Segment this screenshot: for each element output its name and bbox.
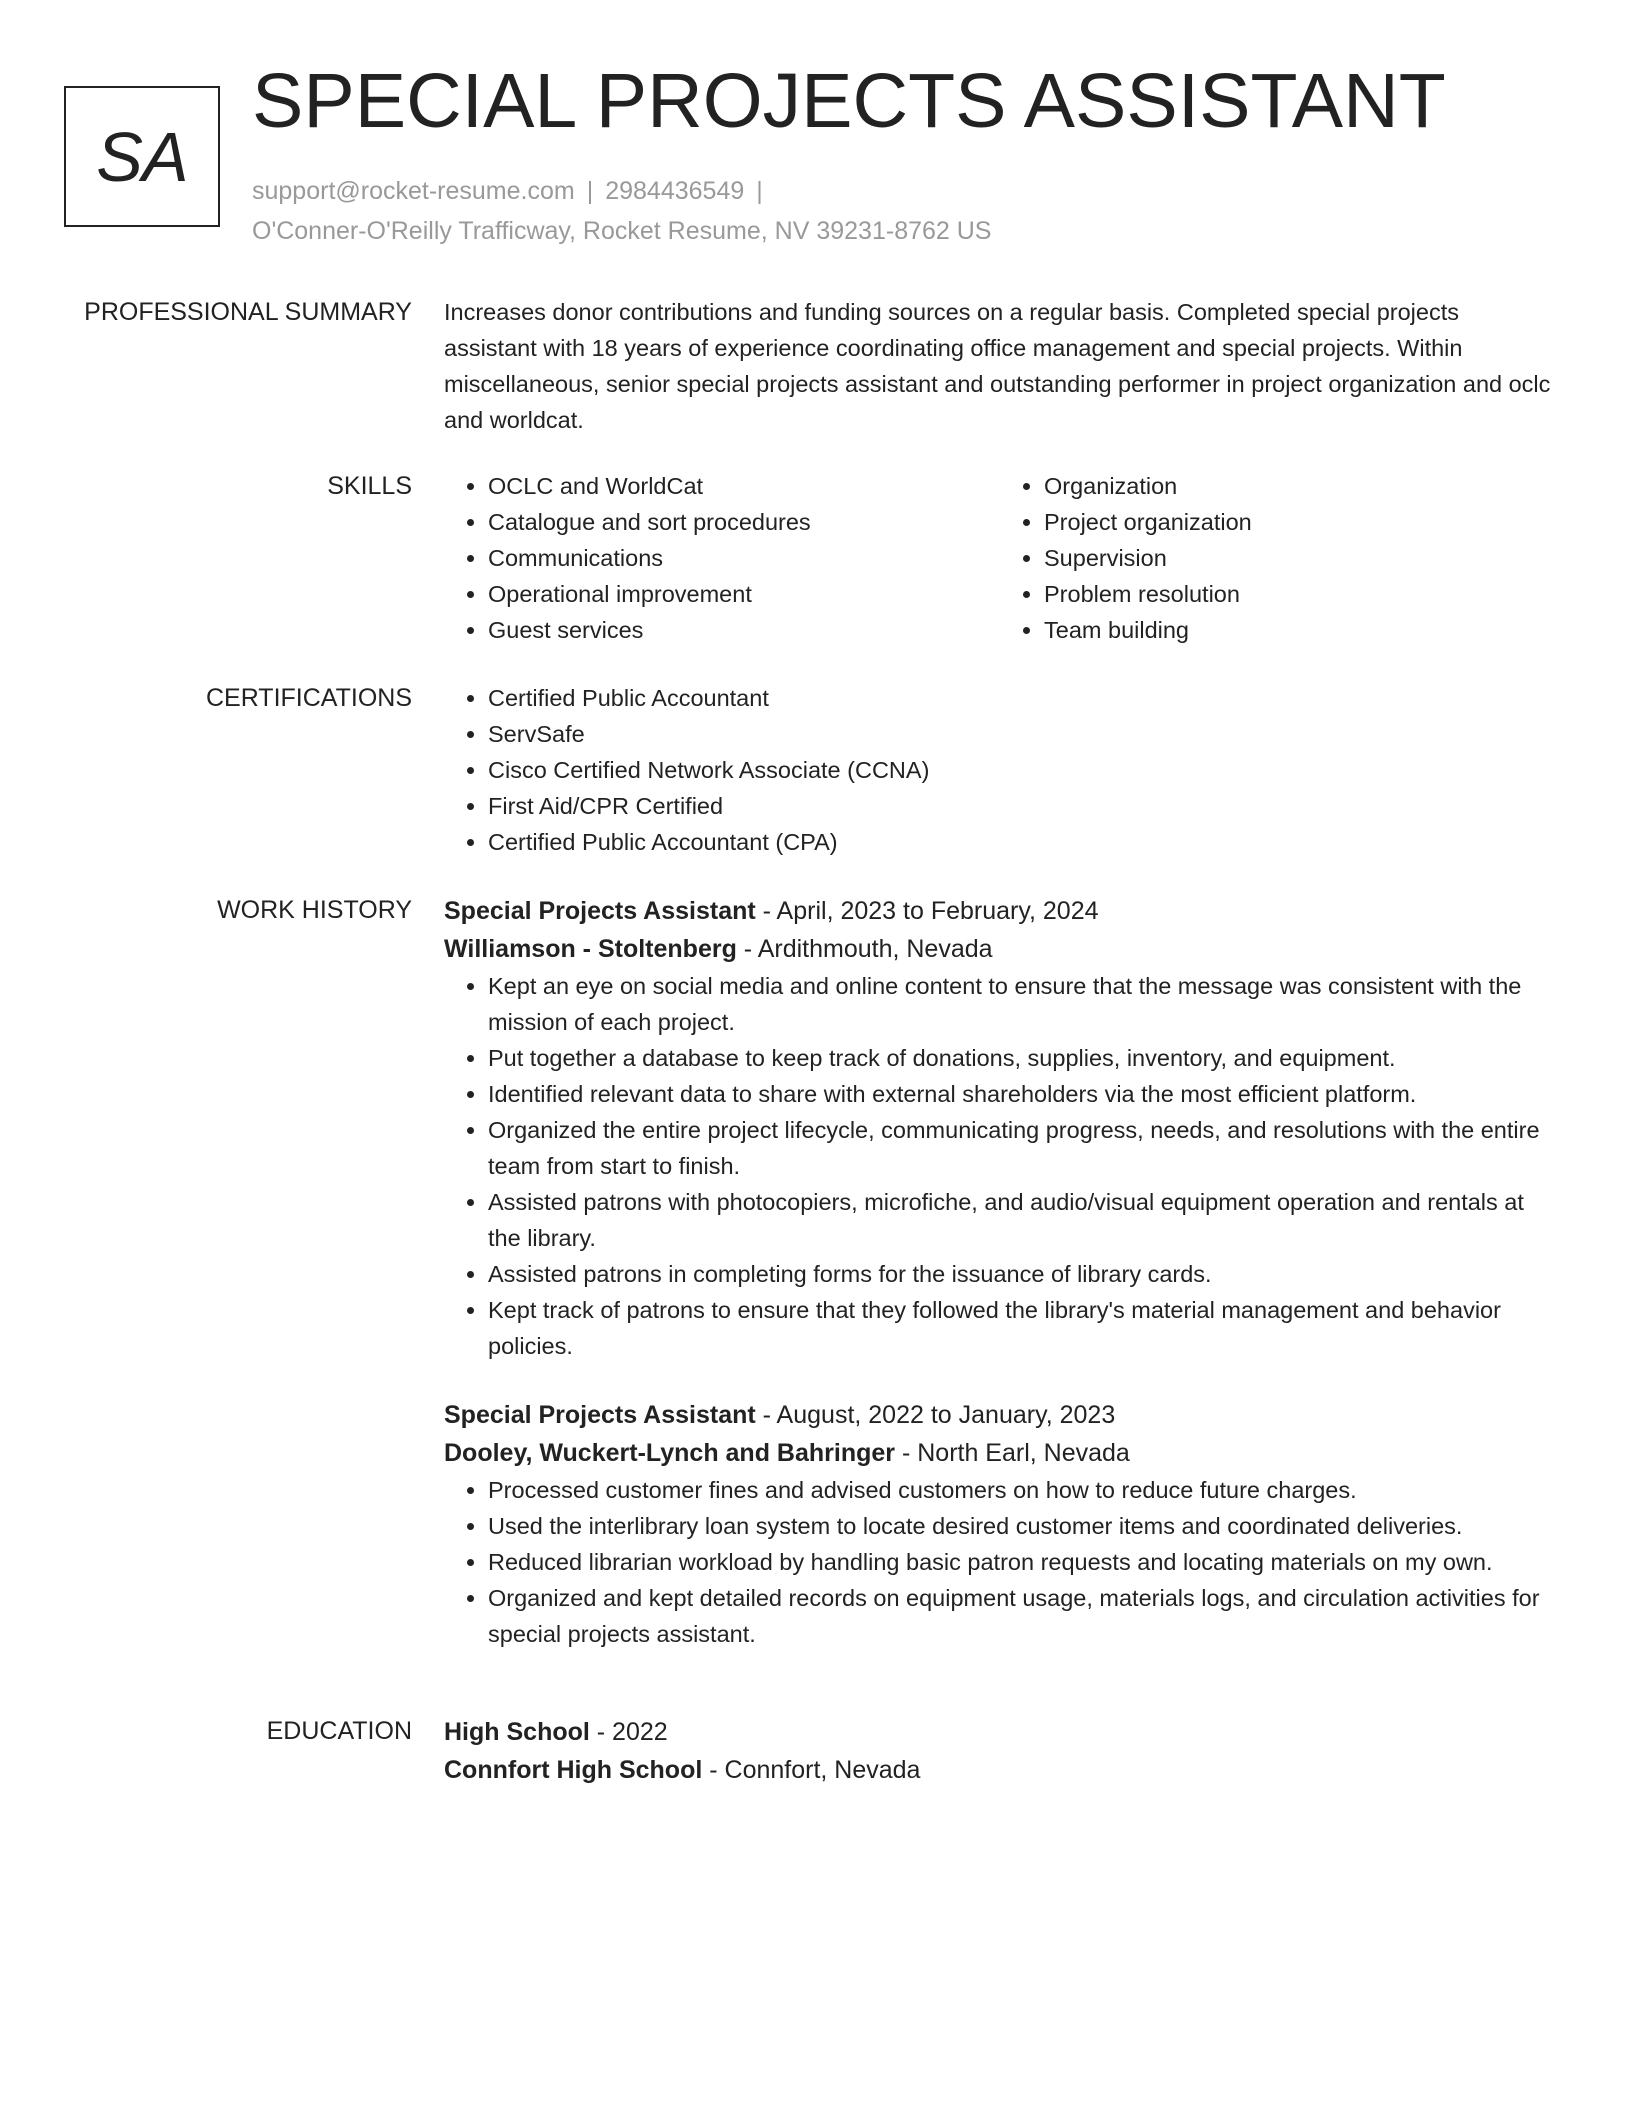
contact-email: support@rocket-resume.com	[252, 177, 575, 205]
skill-item: • Organization	[1044, 468, 1556, 504]
section-label-education: EDUCATION	[266, 1717, 412, 1745]
certifications-body	[444, 680, 1556, 860]
education-degree-line	[444, 1713, 1556, 1751]
job-title: Special Projects Assistant	[444, 897, 756, 925]
job-company: Williamson - Stoltenberg	[444, 935, 737, 963]
job-title-line	[444, 1396, 1556, 1434]
skill-item: • Supervision	[1044, 540, 1556, 576]
certification-item: • Certified Public Accountant (CPA)	[488, 824, 1556, 860]
contact-separator: |	[756, 177, 763, 205]
skill-item: • Operational improvement	[488, 576, 1000, 612]
skills-body	[444, 468, 1556, 648]
skill-item: • Project organization	[1044, 504, 1556, 540]
work-history-body	[444, 892, 1556, 1652]
job-duty: • Organized the entire project lifecycle, communicating progress, needs, and resolutions with the entire team from start to finish.	[488, 1112, 1556, 1184]
summary-text: Increases donor contributions and funding sources on a regular basis. Completed special projects assistant with 18 years of experience coordinating office management and special projects. Within miscellaneous, senior special projects assistant and outstanding performer in project organization and oclc and worldcat.	[444, 299, 1551, 433]
skill-item: • Communications	[488, 540, 1000, 576]
skills-list-left	[444, 468, 1000, 648]
job-duties-list	[444, 968, 1556, 1364]
skill-item: • Team building	[1044, 612, 1556, 648]
education-school: Connfort High School	[444, 1756, 703, 1784]
skill-item: • Problem resolution	[1044, 576, 1556, 612]
education-school-line	[444, 1751, 1556, 1789]
skill-item: • Guest services	[488, 612, 1000, 648]
job-title: Special Projects Assistant	[444, 1401, 756, 1429]
section-label-summary: PROFESSIONAL SUMMARY	[84, 298, 412, 326]
education-body	[444, 1713, 1556, 1789]
job-duty: • Identified relevant data to share with external shareholders via the most efficient platform.	[488, 1076, 1556, 1112]
certification-item: • ServSafe	[488, 716, 1556, 752]
certifications-list	[444, 680, 1556, 860]
contact-address: O'Conner-O'Reilly Trafficway, Rocket Resume, NV 39231-8762 US	[252, 217, 992, 245]
job-location: - North Earl, Nevada	[895, 1439, 1130, 1467]
education-degree: High School	[444, 1718, 590, 1746]
job-duty: • Processed customer fines and advised customers on how to reduce future charges.	[488, 1472, 1556, 1508]
section-label-work-history: WORK HISTORY	[217, 896, 412, 924]
section-label-skills: SKILLS	[327, 472, 412, 500]
monogram-box	[64, 86, 220, 227]
job-duty: • Assisted patrons with photocopiers, microfiche, and audio/visual equipment operation and rentals at the library.	[488, 1184, 1556, 1256]
job-duty: • Reduced librarian workload by handling basic patron requests and locating materials on my own.	[488, 1544, 1556, 1580]
monogram-initials: SA	[96, 117, 188, 196]
job-company-line	[444, 930, 1556, 968]
job-dates: - August, 2022 to January, 2023	[755, 1401, 1116, 1429]
contact-phone: 2984436549	[605, 177, 745, 205]
skills-list-right	[1000, 468, 1556, 648]
job-dates: - April, 2023 to February, 2024	[755, 897, 1099, 925]
job-company-line	[444, 1434, 1556, 1472]
skill-item: • Catalogue and sort procedures	[488, 504, 1000, 540]
job-entry	[444, 1396, 1556, 1652]
job-duty: • Kept track of patrons to ensure that they followed the library's material management and behavior policies.	[488, 1292, 1556, 1364]
section-label-certifications: CERTIFICATIONS	[205, 684, 412, 712]
resume-title: SPECIAL PROJECTS ASSISTANT	[252, 58, 1446, 144]
contact-separator: |	[586, 177, 594, 205]
job-duty: • Organized and kept detailed records on equipment usage, materials logs, and circulation activities for special projects assistant.	[488, 1580, 1556, 1652]
job-duty: • Assisted patrons in completing forms for the issuance of library cards.	[488, 1256, 1556, 1292]
job-duty: • Kept an eye on social media and online content to ensure that the message was consistent with the mission of each project.	[488, 968, 1556, 1040]
job-duty: • Put together a database to keep track of donations, supplies, inventory, and equipment.	[488, 1040, 1556, 1076]
certification-item: • Certified Public Accountant	[488, 680, 1556, 716]
job-duties-list	[444, 1472, 1556, 1652]
job-title-line	[444, 892, 1556, 930]
education-location: - Connfort, Nevada	[702, 1756, 921, 1784]
job-company: Dooley, Wuckert-Lynch and Bahringer	[444, 1439, 896, 1467]
job-duty: • Used the interlibrary loan system to locate desired customer items and coordinated deliveries.	[488, 1508, 1556, 1544]
job-location: - Ardithmouth, Nevada	[736, 935, 993, 963]
certification-item: • First Aid/CPR Certified	[488, 788, 1556, 824]
contact-info	[252, 171, 991, 251]
job-entry	[444, 892, 1556, 1364]
certification-item: • Cisco Certified Network Associate (CCNA)	[488, 752, 1556, 788]
education-year: - 2022	[589, 1718, 668, 1746]
skill-item: • OCLC and WorldCat	[488, 468, 1000, 504]
